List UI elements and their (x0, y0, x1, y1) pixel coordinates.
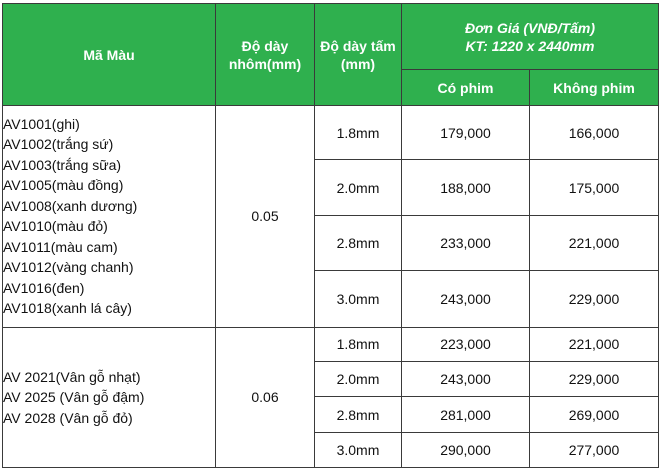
color-code-list (3, 327, 216, 467)
color-code: AV1016(đen) (3, 279, 85, 296)
color-code: AV1010(màu đỏ) (3, 218, 108, 235)
header-aluminum-thickness: Độ dày nhôm(mm) (216, 4, 315, 106)
price-without-film: 229,000 (530, 271, 659, 327)
color-code: AV1008(xanh dương) (3, 197, 138, 214)
sheet-thickness: 2.0mm (315, 160, 402, 215)
sheet-thickness: 3.0mm (315, 271, 402, 327)
header-sheet-thickness: Độ dày tấm (mm) (315, 4, 402, 106)
table-row (3, 327, 659, 361)
color-code: AV 2025 (Vân gỗ đậm) (3, 389, 145, 406)
sheet-thickness: 1.8mm (315, 106, 402, 160)
price-with-film: 188,000 (402, 160, 530, 215)
price-without-film: 269,000 (530, 397, 659, 432)
price-with-film: 290,000 (402, 432, 530, 467)
price-with-film: 223,000 (402, 327, 530, 361)
color-code-list (3, 106, 216, 328)
header-without-film: Không phim (530, 70, 659, 106)
color-code: AV1011(màu cam) (3, 238, 118, 255)
price-without-film: 221,000 (530, 327, 659, 361)
price-without-film: 175,000 (530, 160, 659, 215)
price-with-film: 179,000 (402, 106, 530, 160)
header-sheet-size: KT: 1220 x 2440mm (465, 37, 595, 54)
table-body (3, 106, 659, 468)
color-code: AV 2028 (Vân gỗ đỏ) (3, 409, 133, 426)
price-table (2, 3, 659, 468)
color-code: AV1005(màu đồng) (3, 177, 124, 194)
table-row (3, 106, 659, 160)
price-without-film: 166,000 (530, 106, 659, 160)
header-price-unit: Đơn Giá (VNĐ/Tấm) (465, 19, 595, 36)
table-header (3, 4, 659, 106)
price-with-film: 233,000 (402, 215, 530, 270)
header-price-group (402, 4, 659, 70)
sheet-thickness: 3.0mm (315, 432, 402, 467)
price-with-film: 243,000 (402, 271, 530, 327)
sheet-thickness: 2.8mm (315, 397, 402, 432)
aluminum-thickness: 0.05 (216, 106, 315, 328)
header-with-film: Có phim (402, 70, 530, 106)
header-color-code: Mã Màu (3, 4, 216, 106)
aluminum-thickness: 0.06 (216, 327, 315, 467)
price-without-film: 277,000 (530, 432, 659, 467)
color-code: AV1003(trắng sữa) (3, 156, 122, 173)
color-code: AV1012(vàng chanh) (3, 259, 134, 276)
color-code: AV 2021(Vân gỗ nhạt) (3, 368, 141, 385)
price-without-film: 221,000 (530, 215, 659, 270)
price-with-film: 281,000 (402, 397, 530, 432)
color-code: AV1001(ghi) (3, 115, 80, 132)
color-code: AV1002(trắng sứ) (3, 136, 114, 153)
price-without-film: 229,000 (530, 362, 659, 397)
sheet-thickness: 2.0mm (315, 362, 402, 397)
sheet-thickness: 1.8mm (315, 327, 402, 361)
price-with-film: 243,000 (402, 362, 530, 397)
sheet-thickness: 2.8mm (315, 215, 402, 270)
color-code: AV1018(xanh lá cây) (3, 300, 132, 317)
